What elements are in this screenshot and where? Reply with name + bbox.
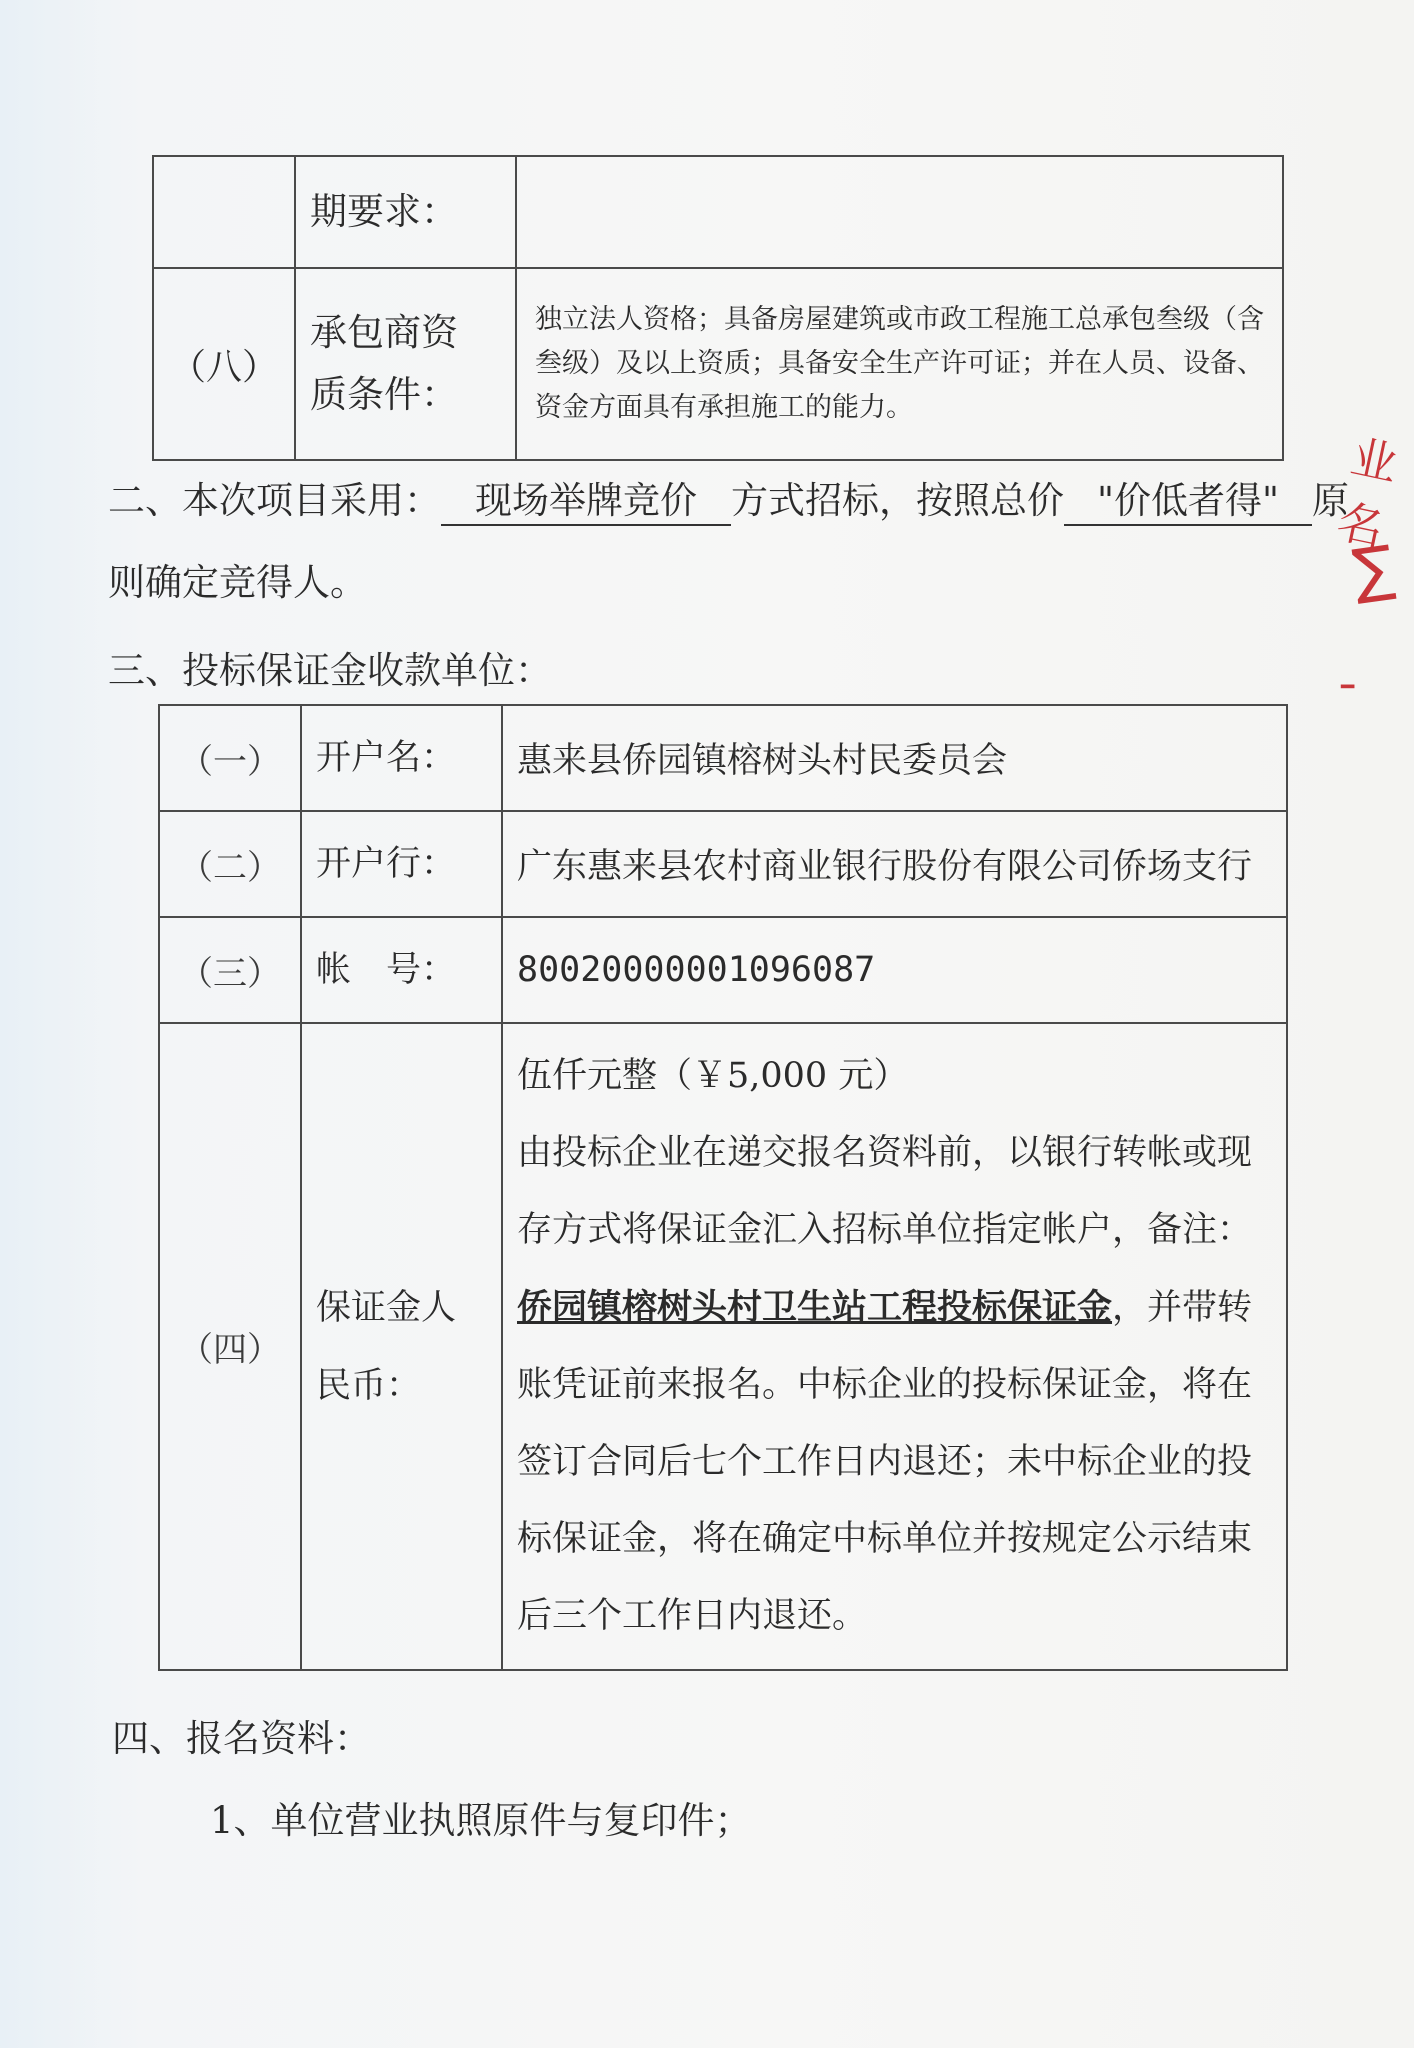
row-label	[295, 268, 516, 460]
label-line: 保证金人	[316, 1287, 457, 1328]
red-seal-partial	[1332, 405, 1403, 725]
registration-item-1: 1、单位营业执照原件与复印件；	[210, 1799, 752, 1842]
row-label: 期要求：	[295, 156, 516, 268]
deposit-details	[502, 1023, 1287, 1670]
table-row	[159, 1023, 1287, 1670]
deposit-line: 后三个工作日内退还。	[517, 1596, 868, 1636]
bid-method-blank: 现场举牌竞价	[441, 470, 731, 526]
row-label: 开户名：	[301, 705, 502, 811]
row-index: （一）	[159, 705, 301, 811]
row-label	[301, 1023, 502, 1670]
table-row	[159, 917, 1287, 1023]
deposit-account-table	[158, 704, 1288, 1671]
label-line: 民币：	[316, 1365, 422, 1406]
table-row	[153, 156, 1283, 268]
deposit-line-rest: ，并带转	[1112, 1288, 1253, 1328]
section-2-middle: 方式招标，按照总价	[731, 479, 1064, 522]
award-principle-blank: "价低者得"	[1064, 470, 1312, 526]
account-name-value: 惠来县侨园镇榕树头村民委员会	[502, 705, 1287, 811]
table-row	[159, 705, 1287, 811]
contractor-qualification-text	[516, 268, 1283, 460]
section-3-heading: 三、投标保证金收款单位：	[108, 649, 552, 692]
bank-name-value: 广东惠来县农村商业银行股份有限公司侨场支行	[502, 811, 1287, 917]
row-label: 帐 号：	[301, 917, 502, 1023]
section-2-suffix: 原	[1312, 479, 1349, 522]
section-2-line2: 则确定竞得人。	[108, 561, 367, 604]
section-4-heading: 四、报名资料：	[112, 1717, 371, 1760]
seal-text: 业名	[1332, 429, 1403, 557]
content-line: 资金方面具有承担施工的能力。	[535, 392, 913, 423]
seal-border-icon: ━	[1341, 675, 1355, 700]
label-line: 承包商资	[310, 311, 458, 354]
row-index: （四）	[159, 1023, 301, 1670]
row-index-empty	[153, 156, 295, 268]
account-number-value: 80020000001096087	[502, 917, 1287, 1023]
content-line: 独立法人资格；具备房屋建筑或市政工程施工总承包叁级（含	[535, 304, 1264, 335]
content-line: 叁级）及以上资质；具备安全生产许可证；并在人员、设备、	[535, 348, 1264, 379]
row-index: （八）	[153, 268, 295, 460]
deposit-remark: 侨园镇榕树头村卫生站工程投标保证金	[517, 1287, 1113, 1328]
table-row	[159, 811, 1287, 917]
table-row	[153, 268, 1283, 460]
section-2-paragraph	[108, 470, 1349, 526]
row-content	[516, 156, 1283, 268]
row-index: （二）	[159, 811, 301, 917]
deposit-line: 存方式将保证金汇入招标单位指定帐户，备注：	[517, 1210, 1253, 1250]
deposit-amount: 伍仟元整（￥5,000 元）	[517, 1056, 909, 1096]
seal-mark-icon: ∑	[1348, 532, 1399, 608]
section-2-prefix: 二、本次项目采用：	[108, 479, 441, 522]
requirements-table	[152, 155, 1284, 461]
label-line: 质条件：	[310, 373, 458, 416]
deposit-line: 签订合同后七个工作日内退还；未中标企业的投	[517, 1442, 1253, 1482]
deposit-line: 由投标企业在递交报名资料前，以银行转帐或现	[517, 1133, 1253, 1173]
row-index: （三）	[159, 917, 301, 1023]
deposit-line: 标保证金，将在确定中标单位并按规定公示结束	[517, 1519, 1253, 1559]
deposit-line: 账凭证前来报名。中标企业的投标保证金，将在	[517, 1365, 1253, 1405]
row-label: 开户行：	[301, 811, 502, 917]
deposit-line	[517, 1269, 1272, 1347]
